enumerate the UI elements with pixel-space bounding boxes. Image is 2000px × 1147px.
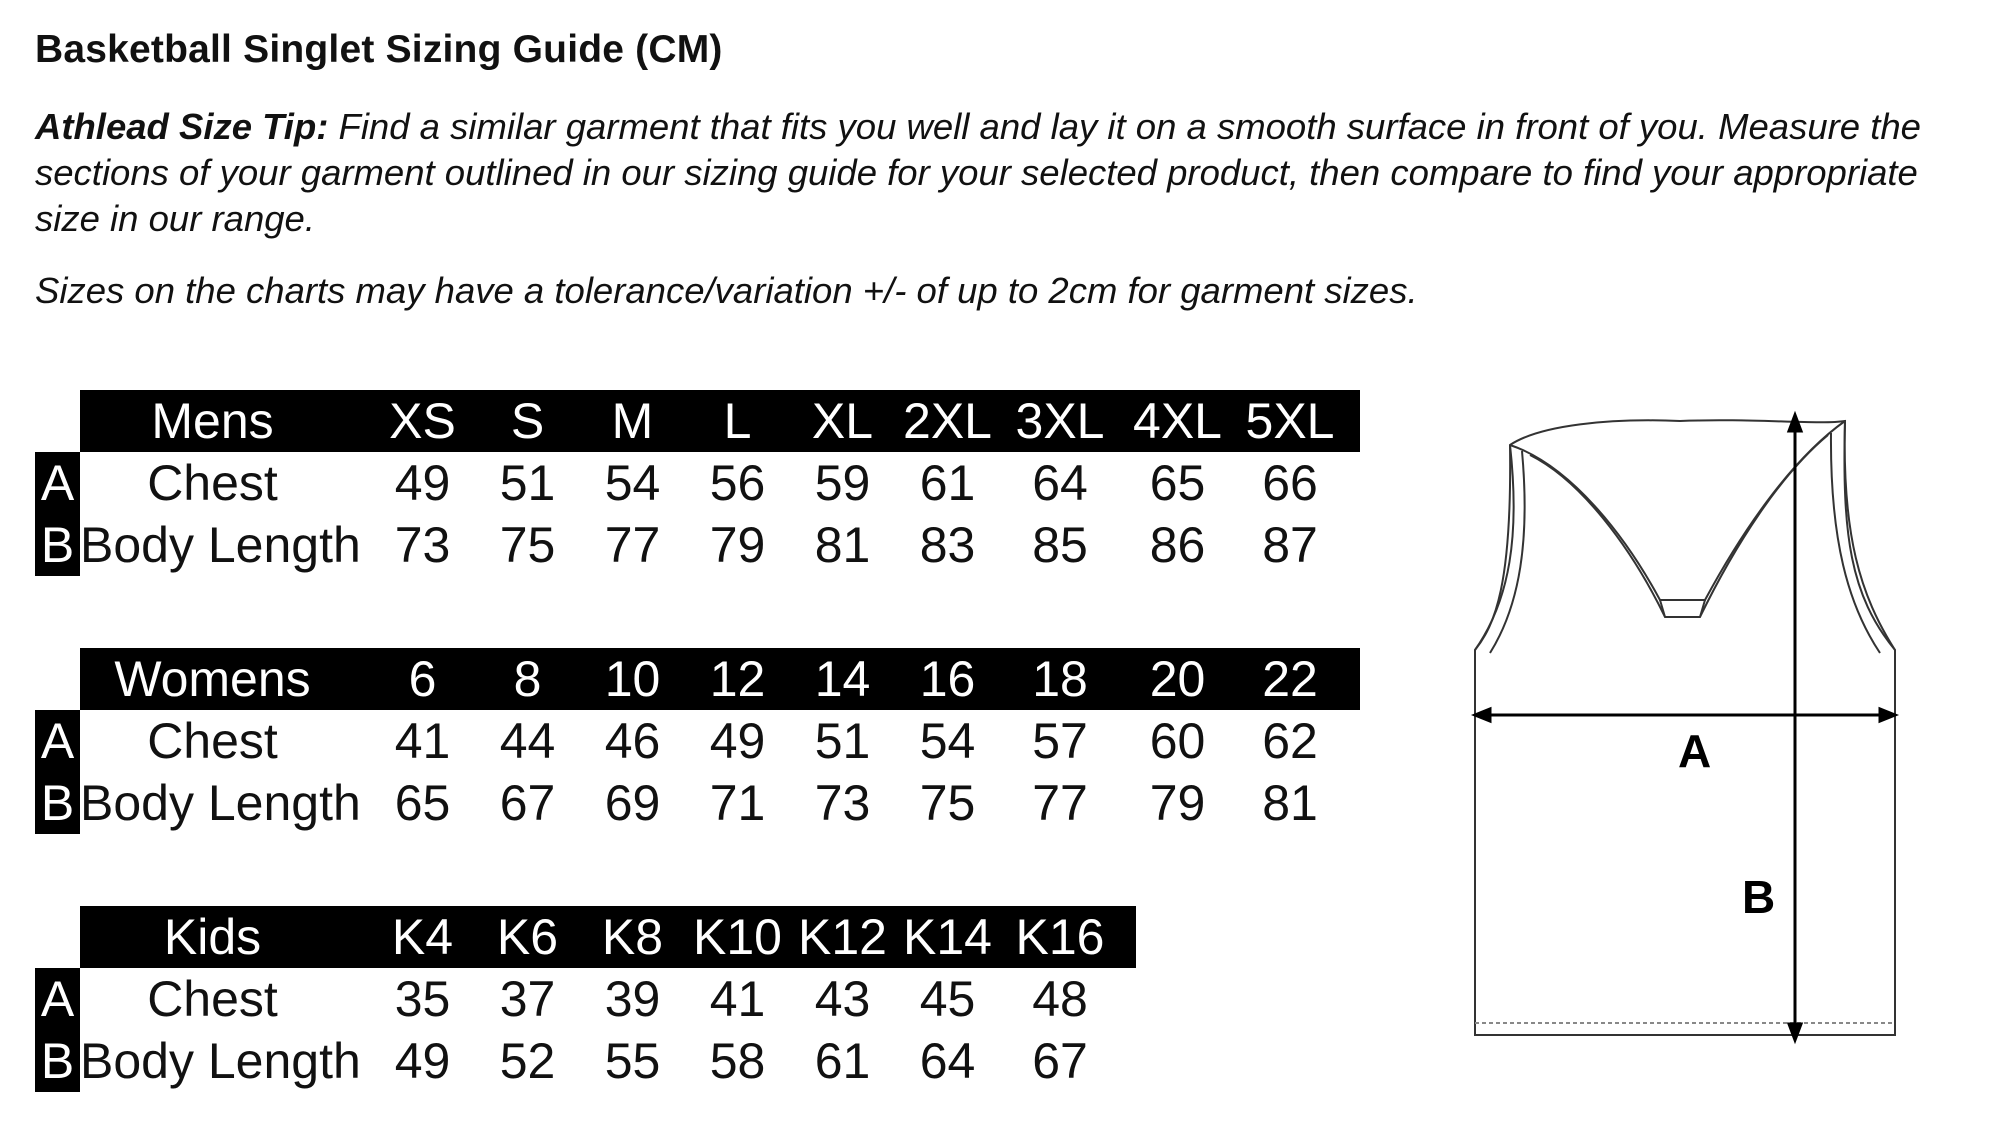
size-table-0 bbox=[35, 390, 1335, 576]
size-header-cell: 6 bbox=[408, 651, 437, 707]
measure-value-cell: 49 bbox=[394, 455, 451, 511]
measure-value-cell: 51 bbox=[499, 455, 556, 511]
length-measure-arrow bbox=[1789, 415, 1801, 1040]
measure-value-cell: 86 bbox=[1149, 517, 1206, 573]
measure-value-cell: 71 bbox=[709, 775, 766, 831]
measure-value-cell: 37 bbox=[499, 971, 556, 1027]
size-tip-text: Find a similar garment that fits you well and lay it on a smooth surface in front of you. Measure the sections of your garment outlined in our sizing guide for your selected product, then compare to find your appropriate size in our range. bbox=[35, 106, 1921, 239]
size-header-cell: XL bbox=[811, 393, 874, 449]
measure-value-cell: 45 bbox=[919, 971, 976, 1027]
measure-value-cell: 46 bbox=[604, 713, 661, 769]
size-header-cell: K12 bbox=[798, 909, 887, 965]
table-group-label: Mens bbox=[151, 393, 274, 449]
measure-value-cell: 56 bbox=[709, 455, 766, 511]
size-header-cell: K16 bbox=[1015, 909, 1105, 965]
table-header-row bbox=[35, 648, 1325, 710]
measure-value-cell: 65 bbox=[394, 775, 451, 831]
measure-value-cell: 51 bbox=[814, 713, 871, 769]
measure-value-cell: 61 bbox=[919, 455, 976, 511]
size-header-cell: 2XL bbox=[903, 393, 992, 449]
measure-value-cell: 41 bbox=[394, 713, 451, 769]
measure-value-cell: 81 bbox=[814, 517, 871, 573]
measure-letter-badge: B bbox=[35, 1030, 80, 1092]
measure-value-cell: 81 bbox=[1262, 775, 1318, 831]
size-header-cell: 4XL bbox=[1133, 393, 1222, 449]
measure-value-cell: 77 bbox=[1032, 775, 1088, 831]
measure-value-cell: 61 bbox=[814, 1033, 871, 1089]
measure-value-cell: 49 bbox=[394, 1033, 451, 1089]
measure-letter-badge: B bbox=[35, 772, 80, 834]
measure-label: Chest bbox=[147, 971, 278, 1027]
size-header-cell: 3XL bbox=[1015, 393, 1105, 449]
size-table-1 bbox=[35, 648, 1325, 834]
measure-value-cell: 35 bbox=[394, 971, 451, 1027]
size-tip-label: Athlead Size Tip: bbox=[35, 106, 329, 147]
size-header-cell: 5XL bbox=[1245, 393, 1335, 449]
chest-label-a: A bbox=[1678, 725, 1712, 777]
size-table-2 bbox=[35, 906, 1325, 1092]
table-row bbox=[35, 772, 1325, 834]
size-header-cell: 18 bbox=[1032, 651, 1088, 707]
measure-value-cell: 57 bbox=[1032, 713, 1088, 769]
size-header-cell: 8 bbox=[513, 651, 542, 707]
measure-value-cell: 44 bbox=[499, 713, 556, 769]
measure-value-cell: 54 bbox=[604, 455, 661, 511]
measure-value-cell: 49 bbox=[709, 713, 766, 769]
measure-value-cell: 73 bbox=[394, 517, 451, 573]
tolerance-note: Sizes on the charts may have a tolerance/variation +/- of up to 2cm for garment sizes. bbox=[35, 270, 1418, 311]
measure-label: Body Length bbox=[80, 1033, 361, 1089]
size-header-cell: K8 bbox=[601, 909, 664, 965]
table-row bbox=[35, 968, 1325, 1030]
size-header-cell: 22 bbox=[1262, 651, 1318, 707]
size-header-cell: 20 bbox=[1149, 651, 1206, 707]
measure-value-cell: 39 bbox=[604, 971, 661, 1027]
measure-label: Body Length bbox=[80, 517, 361, 573]
measure-value-cell: 79 bbox=[709, 517, 766, 573]
size-header-cell: K14 bbox=[903, 909, 992, 965]
measure-value-cell: 66 bbox=[1262, 455, 1318, 511]
measure-label: Body Length bbox=[80, 775, 361, 831]
measure-value-cell: 85 bbox=[1032, 517, 1088, 573]
size-header-cell: 10 bbox=[604, 651, 661, 707]
length-label-b: B bbox=[1742, 871, 1776, 923]
size-header-cell: 12 bbox=[709, 651, 766, 707]
table-row bbox=[35, 1030, 1325, 1092]
size-header-cell: XS bbox=[389, 393, 456, 449]
measure-value-cell: 48 bbox=[1032, 971, 1088, 1027]
size-header-cell: L bbox=[723, 393, 752, 449]
measure-value-cell: 67 bbox=[499, 775, 556, 831]
chest-measure-arrow bbox=[1475, 709, 1895, 721]
measure-value-cell: 52 bbox=[499, 1033, 556, 1089]
measure-value-cell: 60 bbox=[1149, 713, 1206, 769]
table-row bbox=[35, 710, 1325, 772]
measure-value-cell: 41 bbox=[709, 971, 766, 1027]
measure-letter-badge: A bbox=[35, 710, 80, 772]
size-header-cell: 14 bbox=[814, 651, 871, 707]
size-header-cell: S bbox=[510, 393, 545, 449]
measure-value-cell: 67 bbox=[1032, 1033, 1088, 1089]
size-tip bbox=[35, 104, 1975, 242]
measure-value-cell: 77 bbox=[604, 517, 661, 573]
size-header-cell: 16 bbox=[919, 651, 976, 707]
measure-value-cell: 64 bbox=[919, 1033, 976, 1089]
measure-value-cell: 54 bbox=[919, 713, 976, 769]
measure-value-cell: 64 bbox=[1032, 455, 1088, 511]
measure-value-cell: 69 bbox=[604, 775, 661, 831]
measure-value-cell: 62 bbox=[1262, 713, 1318, 769]
measure-value-cell: 55 bbox=[604, 1033, 661, 1089]
table-group-label: Kids bbox=[163, 909, 262, 965]
size-header-cell: K4 bbox=[391, 909, 454, 965]
measure-value-cell: 79 bbox=[1149, 775, 1206, 831]
measure-value-cell: 83 bbox=[919, 517, 976, 573]
measure-value-cell: 43 bbox=[814, 971, 871, 1027]
measure-value-cell: 58 bbox=[709, 1033, 766, 1089]
measure-letter-badge: A bbox=[35, 452, 80, 514]
measure-value-cell: 73 bbox=[814, 775, 871, 831]
measure-letter-badge: A bbox=[35, 968, 80, 1030]
measure-label: Chest bbox=[147, 713, 278, 769]
measure-value-cell: 59 bbox=[814, 455, 871, 511]
measure-value-cell: 75 bbox=[919, 775, 976, 831]
measure-label: Chest bbox=[147, 455, 278, 511]
size-header-cell: K10 bbox=[693, 909, 782, 965]
size-header-cell: M bbox=[611, 393, 654, 449]
page-title: Basketball Singlet Sizing Guide (CM) bbox=[35, 28, 723, 71]
measure-value-cell: 65 bbox=[1149, 455, 1206, 511]
size-header-cell: K6 bbox=[496, 909, 559, 965]
singlet-diagram bbox=[1450, 395, 1930, 1055]
table-group-label: Womens bbox=[114, 651, 311, 707]
measure-value-cell: 75 bbox=[499, 517, 556, 573]
table-row bbox=[35, 514, 1325, 576]
table-row bbox=[35, 452, 1325, 514]
measure-value-cell: 87 bbox=[1262, 517, 1318, 573]
table-header-row bbox=[35, 906, 1325, 968]
measure-letter-badge: B bbox=[35, 514, 80, 576]
table-header-row bbox=[35, 390, 1335, 452]
